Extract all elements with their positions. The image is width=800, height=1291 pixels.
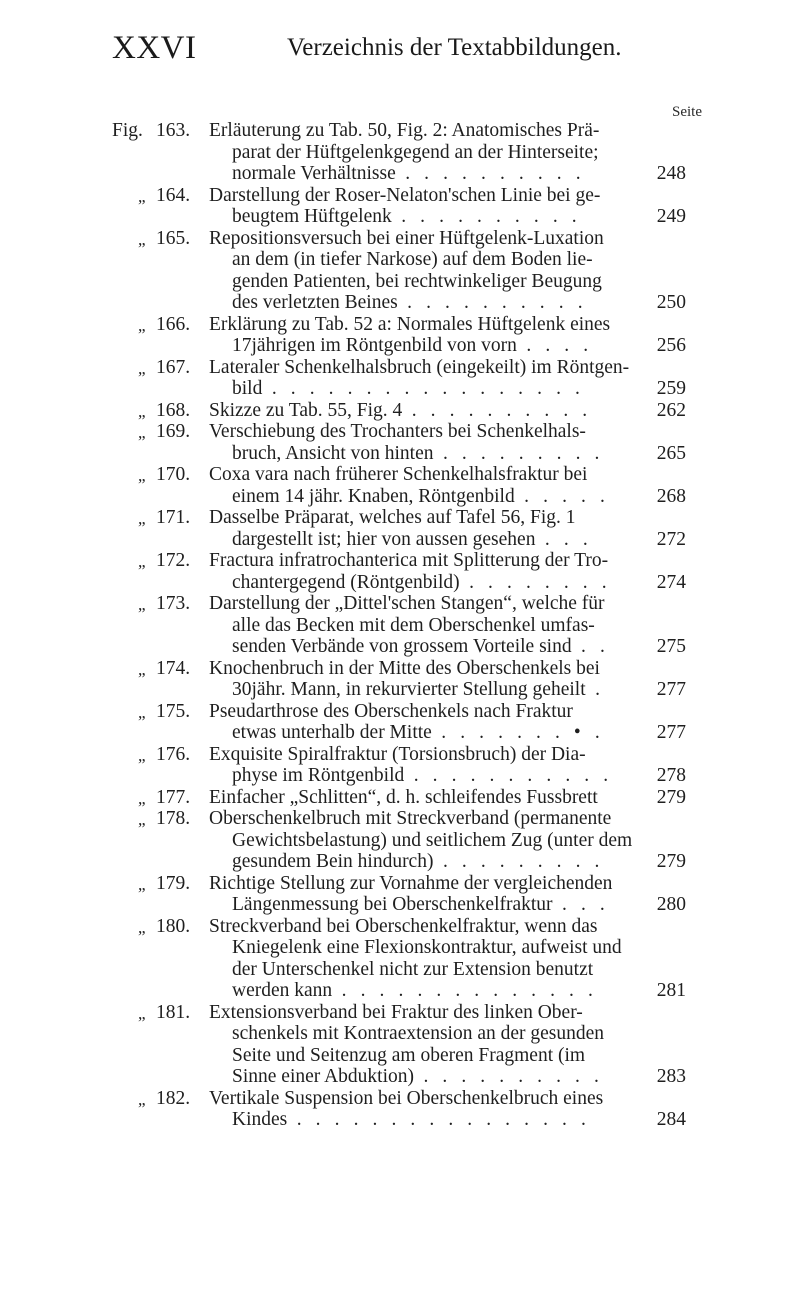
caption-line: Pseudarthrose des Oberschenkels nach Fraktur [209, 700, 573, 722]
fig-label: Fig. [112, 120, 143, 141]
caption-line: 17jährigen im Röntgenbild von vorn [232, 335, 517, 356]
ditto-mark: „ [138, 917, 146, 937]
dot-leader: . . . . . . . . . . [397, 292, 588, 313]
caption-line: werden kann [232, 980, 333, 1001]
caption-line: Kindes [232, 1109, 288, 1130]
caption-line: Dasselbe Präparat, welches auf Tafel 56, Fig. 1 [209, 507, 576, 528]
figure-caption [209, 421, 669, 464]
caption-line: Gewichtsbelastung) und seitlichem Zug (unter dem [232, 829, 633, 851]
figure-entry [0, 550, 800, 593]
figure-entry [0, 464, 800, 507]
dot-leader: . . . . . . . • . [431, 722, 605, 743]
page-reference: 248 [656, 163, 686, 184]
caption-line: Längenmessung bei Oberschenkelfraktur [232, 894, 553, 915]
caption-line: Sinne einer Abduktion) [232, 1066, 414, 1087]
ditto-mark: „ [138, 229, 146, 249]
dot-leader: . . . . . . . . . [433, 851, 605, 872]
figure-number: 175. [156, 700, 191, 722]
caption-line: beugtem Hüftgelenk [232, 206, 392, 227]
figure-entry [0, 1002, 800, 1088]
figure-entry [0, 185, 800, 228]
figure-entry [0, 228, 800, 314]
page-reference: 277 [656, 679, 686, 700]
figure-caption [209, 787, 669, 809]
figure-caption [209, 314, 669, 357]
caption-line: Vertikale Suspension bei Oberschenkelbruch eines [209, 1087, 604, 1109]
caption-line: Einfacher „Schlitten“, d. h. schleifendes Fussbrett [209, 786, 598, 808]
figure-caption [209, 593, 669, 658]
figure-number: 169. [156, 421, 191, 442]
caption-line: Darstellung der „Dittel'schen Stangen“, welche für [209, 593, 605, 614]
figure-number: 165. [156, 227, 191, 249]
ditto-mark: „ [138, 401, 146, 421]
ditto-mark: „ [138, 874, 146, 894]
page-reference: 281 [656, 980, 686, 1001]
running-title: Verzeichnis der Textabbildungen. [287, 34, 622, 61]
caption-line: Lateraler Schenkelhalsbruch (eingekeilt) im Röntgen- [209, 356, 630, 378]
page-reference: 268 [656, 485, 686, 507]
ditto-mark: „ [138, 1003, 146, 1023]
figure-number: 170. [156, 464, 191, 485]
figure-number: 163. [156, 120, 191, 141]
dot-leader: . . . . . . . . . . [402, 399, 592, 421]
page-reference: 265 [656, 442, 686, 464]
dot-leader: . . . . . . . . . [433, 442, 605, 464]
caption-line: Seite und Seitenzug am oberen Fragment (im [232, 1044, 586, 1066]
caption-line: bruch, Ansicht von hinten [232, 442, 434, 464]
caption-line: gesundem Bein hindurch) [232, 851, 434, 872]
page-reference: 250 [656, 292, 686, 313]
figure-caption [209, 120, 669, 185]
page-reference: 259 [656, 378, 686, 399]
caption-line: normale Verhältnisse [232, 163, 396, 184]
dot-leader: . . . . . . . . . . [413, 1066, 604, 1087]
page-number: XXVI [112, 30, 197, 66]
page-reference: 277 [656, 722, 686, 743]
ditto-mark: „ [138, 702, 146, 722]
figure-entry [0, 421, 800, 464]
caption-line: bild [232, 378, 263, 399]
dot-leader: . [585, 679, 605, 700]
caption-line: schenkels mit Kontraextension an der gesunden [232, 1023, 605, 1044]
ditto-mark: „ [138, 186, 146, 206]
caption-line: Extensionsverband bei Fraktur des linken Ober- [209, 1001, 583, 1023]
ditto-mark: „ [138, 810, 146, 829]
caption-line: einem 14 jähr. Knaben, Röntgenbild [232, 485, 515, 507]
page-reference: 272 [656, 528, 686, 550]
figure-number: 181. [156, 1001, 191, 1023]
caption-line: Oberschenkelbruch mit Streckverband (permanente [209, 808, 612, 829]
caption-line: des verletzten Beines [232, 292, 398, 313]
figure-entry [0, 593, 800, 658]
figure-number: 166. [156, 313, 191, 335]
ditto-mark: „ [138, 745, 146, 765]
caption-line: der Unterschenkel nicht zur Extension benutzt [232, 958, 594, 980]
page-reference: 275 [656, 636, 686, 657]
ditto-mark: „ [138, 1089, 146, 1109]
dot-leader: . . . [552, 894, 610, 915]
page-reference: 274 [656, 571, 686, 593]
figure-caption [209, 400, 669, 422]
figure-number: 173. [156, 593, 191, 614]
ditto-mark: „ [138, 595, 146, 614]
caption-line: Exquisite Spiralfraktur (Torsionsbruch) der Dia- [209, 743, 586, 765]
figure-caption [209, 357, 669, 400]
caption-line: chantergegend (Röntgenbild) [232, 571, 460, 593]
caption-line: Coxa vara nach früherer Schenkelhalsfraktur bei [209, 464, 588, 485]
page-reference: 249 [656, 206, 686, 227]
figure-caption [209, 873, 669, 916]
page-reference: 283 [656, 1066, 686, 1087]
page-column-header: Seite [672, 104, 702, 120]
dot-leader: . . [571, 636, 610, 657]
figure-entry [0, 701, 800, 744]
figure-caption [209, 550, 669, 593]
dot-leader: . . . . . . . . . . [395, 163, 586, 184]
figure-entry [0, 916, 800, 1002]
figure-number: 171. [156, 507, 191, 528]
page-reference: 280 [656, 894, 686, 915]
dot-leader: . . . . . . . . . . . . . . . . [287, 1109, 591, 1130]
figure-list [0, 120, 800, 1131]
figure-entry [0, 744, 800, 787]
figure-number: 172. [156, 550, 191, 571]
caption-line: Kniegelenk eine Flexionskontraktur, aufweist und [232, 937, 622, 958]
caption-line: parat der Hüftgelenkgegend an der Hinterseite; [232, 141, 599, 163]
dot-leader: . . . . . . . . . . . [404, 765, 613, 786]
figure-entry [0, 120, 800, 185]
figure-caption [209, 701, 669, 744]
dot-leader: . . . . . . . . . . . . . . . . . [262, 378, 585, 399]
caption-line: Richtige Stellung zur Vornahme der vergleichenden [209, 872, 613, 894]
page-reference: 279 [656, 851, 686, 872]
page-reference: 284 [656, 1109, 686, 1130]
figure-caption [209, 658, 669, 701]
caption-line: physe im Röntgenbild [232, 765, 405, 786]
figure-caption [209, 744, 669, 787]
caption-line: Erläuterung zu Tab. 50, Fig. 2: Anatomisches Prä- [209, 120, 600, 141]
page-reference: 262 [656, 399, 686, 421]
ditto-mark: „ [138, 509, 146, 528]
caption-line: 30jähr. Mann, in rekurvierter Stellung geheilt [232, 679, 586, 700]
dot-leader: . . . . . [514, 485, 610, 507]
caption-line: Repositionsversuch bei einer Hüftgelenk-Luxation [209, 227, 604, 249]
figure-entry [0, 507, 800, 550]
figure-caption [209, 1002, 669, 1088]
dot-leader: . . . . . . . . . . [391, 206, 582, 227]
caption-line: dargestellt ist; hier von aussen gesehen [232, 528, 536, 550]
caption-line: etwas unterhalb der Mitte [232, 722, 432, 743]
caption-line: Knochenbruch in der Mitte des Oberschenkels bei [209, 657, 600, 679]
dot-leader: . . . . . . . . [459, 571, 612, 593]
dot-leader: . . . [535, 528, 593, 550]
ditto-mark: „ [138, 423, 146, 442]
figure-number: 180. [156, 915, 191, 937]
ditto-mark: „ [138, 552, 146, 571]
figure-caption [209, 185, 669, 228]
ditto-mark: „ [138, 466, 146, 485]
figure-entry [0, 808, 800, 873]
figure-caption [209, 507, 669, 550]
figure-entry [0, 1088, 800, 1131]
dot-leader: . . . . [516, 335, 593, 356]
figure-caption [209, 916, 669, 1002]
dot-leader: . . . . . . . . . . . . . . [332, 980, 598, 1001]
page-header [112, 30, 712, 70]
figure-entry [0, 787, 800, 809]
caption-line: alle das Becken mit dem Oberschenkel umfas- [232, 614, 595, 636]
figure-number: 177. [156, 786, 191, 808]
figure-entry [0, 658, 800, 701]
page-reference: 256 [656, 335, 686, 356]
figure-entry [0, 357, 800, 400]
caption-line: Verschiebung des Trochanters bei Schenkelhals- [209, 421, 586, 442]
figure-number: 164. [156, 184, 191, 206]
caption-line: Skizze zu Tab. 55, Fig. 4 [209, 399, 403, 421]
caption-line: Darstellung der Roser-Nelaton'schen Linie bei ge- [209, 184, 601, 206]
figure-caption [209, 228, 669, 314]
ditto-mark: „ [138, 358, 146, 378]
figure-caption [209, 808, 669, 873]
caption-line: Erklärung zu Tab. 52 a: Normales Hüftgelenk eines [209, 313, 611, 335]
caption-line: genden Patienten, bei rechtwinkeliger Beugung [232, 270, 602, 292]
figure-entry [0, 314, 800, 357]
page-reference: 279 [656, 786, 686, 808]
figure-entry [0, 400, 800, 422]
page-reference: 278 [656, 765, 686, 786]
figure-caption [209, 464, 669, 507]
figure-caption [209, 1088, 669, 1131]
caption-line: Streckverband bei Oberschenkelfraktur, wenn das [209, 915, 598, 937]
caption-line: an dem (in tiefer Narkose) auf dem Boden lie- [232, 249, 593, 270]
figure-number: 179. [156, 872, 191, 894]
figure-number: 182. [156, 1087, 191, 1109]
ditto-mark: „ [138, 315, 146, 335]
ditto-mark: „ [138, 659, 146, 679]
figure-number: 167. [156, 356, 191, 378]
ditto-mark: „ [138, 788, 146, 808]
caption-line: Fractura infratrochanterica mit Splitterung der Tro- [209, 550, 609, 571]
caption-line: senden Verbände von grossem Vorteile sind [232, 636, 572, 657]
figure-number: 174. [156, 657, 191, 679]
figure-number: 178. [156, 808, 191, 829]
figure-number: 168. [156, 399, 191, 421]
figure-number: 176. [156, 743, 191, 765]
figure-entry [0, 873, 800, 916]
